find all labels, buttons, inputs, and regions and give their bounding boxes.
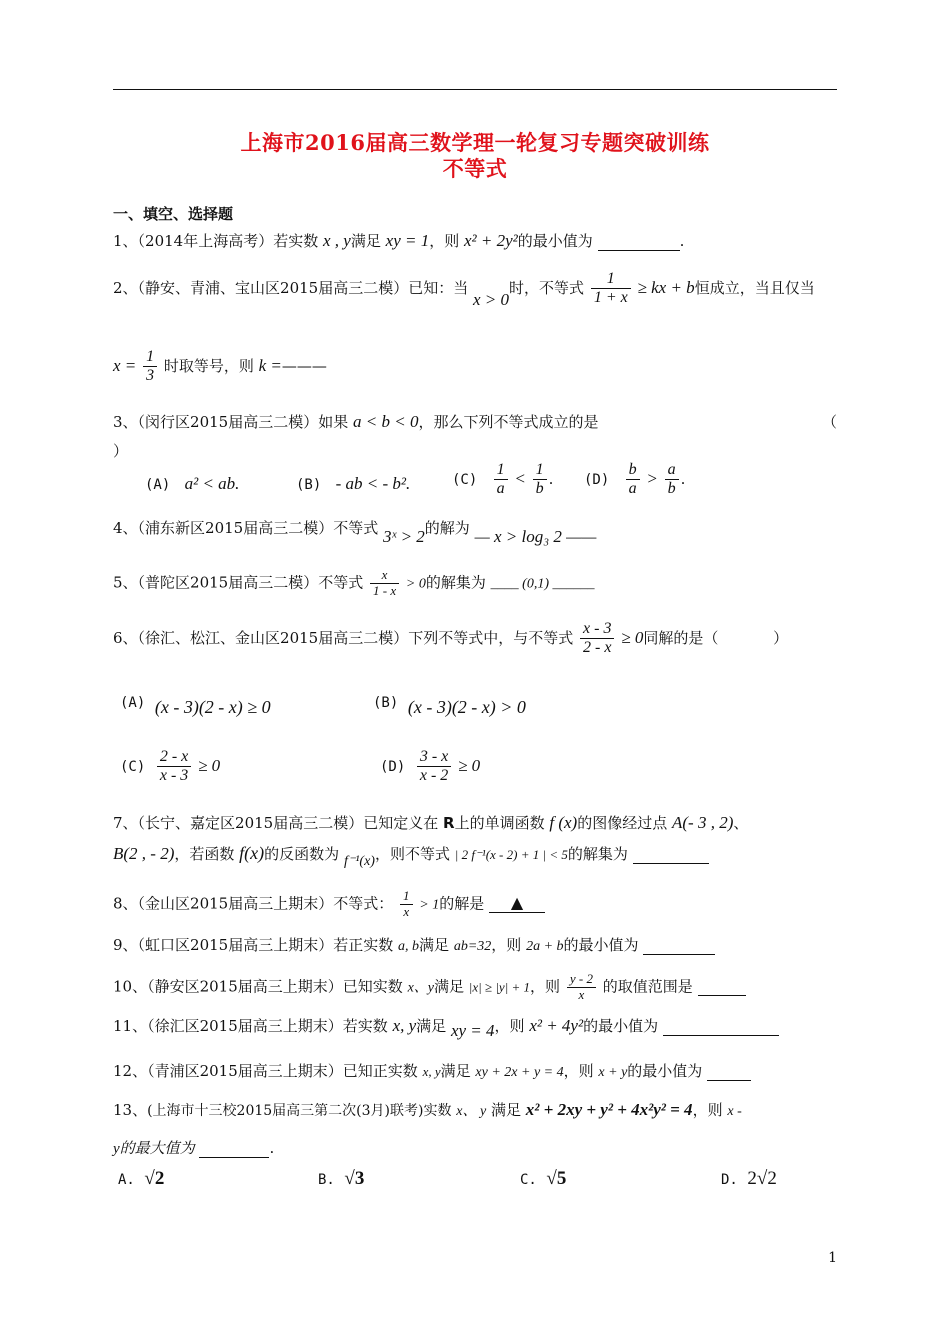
- q6-option-d[interactable]: (D) $\frac{3 - x}{x - 2}$ ≥ 0: [380, 748, 481, 785]
- answer-blank: [663, 1017, 779, 1036]
- answer-paren-close: ）: [113, 442, 129, 460]
- page-subtitle: 不等式: [442, 156, 508, 181]
- answer-paren-open: （: [821, 413, 837, 431]
- question-1: 1、（2014年上海高考）若实数 x , y满足 xy = 1，则 x² + 2y²的最小值为 .: [113, 231, 685, 250]
- question-9: 9、（虹口区2015届高三上期末）若正实数 a, b满足 ab=32，则 2a + b的最小值为: [113, 934, 715, 955]
- question-13: 13、(上海市十三校2015届高三第二次(3月)联考)实数 x、 y 满足 x² + 2xy + y² + 4x²y² = 4，则 x -: [113, 1100, 742, 1119]
- question-8: 8、（金山区2015届高三上期末）不等式： $\frac{1}{x}$ > 1的解是 ▲: [113, 889, 545, 920]
- answer-blank: [707, 1062, 751, 1081]
- q13-option-a[interactable]: A. √2: [118, 1168, 165, 1189]
- header-rule: [113, 89, 837, 90]
- question-4: 4、（浦东新区2015届高三二模）不等式 3ˣ > 2的解为 — x > log₃ 2 ——: [113, 519, 597, 546]
- question-6: 6、（徐汇、松江、金山区2015届高三二模）下列不等式中，与不等式 $\frac{x - 3}{2 - x}$ ≥ 0同解的是（ ）: [113, 620, 789, 657]
- question-7: 7、（长宁、嘉定区2015届高三二模）已知定义在 R上的单调函数 f (x)的图像经过点 A(- 3 , 2)、: [113, 813, 749, 832]
- q3-option-b[interactable]: (B) - ab < - b².: [296, 474, 411, 493]
- question-13-line-2: y的最大值为 .: [113, 1139, 275, 1157]
- question-11: 11、（徐汇区2015届高三上期末）若实数 x, y满足 xy = 4，则 x² + 4y²的最小值为: [113, 1015, 779, 1036]
- answer-blank: [199, 1139, 269, 1158]
- question-10: 10、（静安区2015届高三上期末）已知实数 x、y满足 |x| ≥ |y| + 1，则 $\frac{y - 2}{x}$ 的取值范围是: [113, 972, 746, 1003]
- q3-option-d[interactable]: (D) $\frac{b}{a}$ > $\frac{a}{b}$ .: [584, 461, 686, 498]
- fraction: $\frac{1}{3}$: [143, 348, 157, 386]
- section-heading: 一、填空、选择题: [113, 205, 234, 223]
- page-title: 上海市2016届高三数学理一轮复习专题突破训练: [240, 130, 710, 155]
- q13-option-b[interactable]: B. √3: [318, 1168, 365, 1189]
- page-number: 1: [828, 1250, 837, 1266]
- question-3: 3、（闵行区2015届高三二模）如果 a < b < 0，那么下列不等式成立的是: [113, 412, 599, 431]
- q6-option-b[interactable]: (B) (x - 3)(2 - x) > 0: [373, 695, 526, 717]
- question-7-line-2: B(2 , - 2)，若函数 f(x)的反函数为 f⁻¹(x)，则不等式 | 2 f⁻¹(x - 2) + 1 | < 5的解集为: [113, 843, 709, 864]
- question-2-line-2: x = $\frac{1}{3}$ 时取等号，则 k =———: [113, 348, 327, 385]
- q13-option-d[interactable]: D. 2√2: [721, 1168, 777, 1189]
- answer-blank: [598, 232, 680, 251]
- answer-blank: [633, 845, 709, 864]
- q6-option-c[interactable]: (C) $\frac{2 - x}{x - 3}$ ≥ 0: [120, 748, 221, 785]
- q3-option-a[interactable]: (A) a² < ab.: [145, 474, 240, 493]
- question-2: 2、（静安、青浦、宝山区2015届高三二模）已知：当 x > 0时，不等式 $\frac{1}{1 + x}$ ≥ kx + b恒成立，当且仅当: [113, 270, 815, 309]
- q3-option-c[interactable]: (C) $\frac{1}{a}$ < $\frac{1}{b}$ .: [452, 461, 554, 498]
- fraction: $\frac{1}{1 + x}$: [591, 270, 631, 308]
- q6-option-a[interactable]: (A) (x - 3)(2 - x) ≥ 0: [120, 695, 271, 717]
- question-5: 5、（普陀区2015届高三二模）不等式 $\frac{x}{1 - x}$ > 0的解集为 ____ (0,1) ______: [113, 567, 595, 598]
- answer-blank: [643, 936, 715, 955]
- answer-blank: [698, 977, 746, 996]
- q13-option-c[interactable]: C. √5: [520, 1168, 567, 1189]
- question-12: 12、（青浦区2015届高三上期末）已知正实数 x, y满足 xy + 2x + y = 4，则 x + y的最小值为: [113, 1060, 751, 1081]
